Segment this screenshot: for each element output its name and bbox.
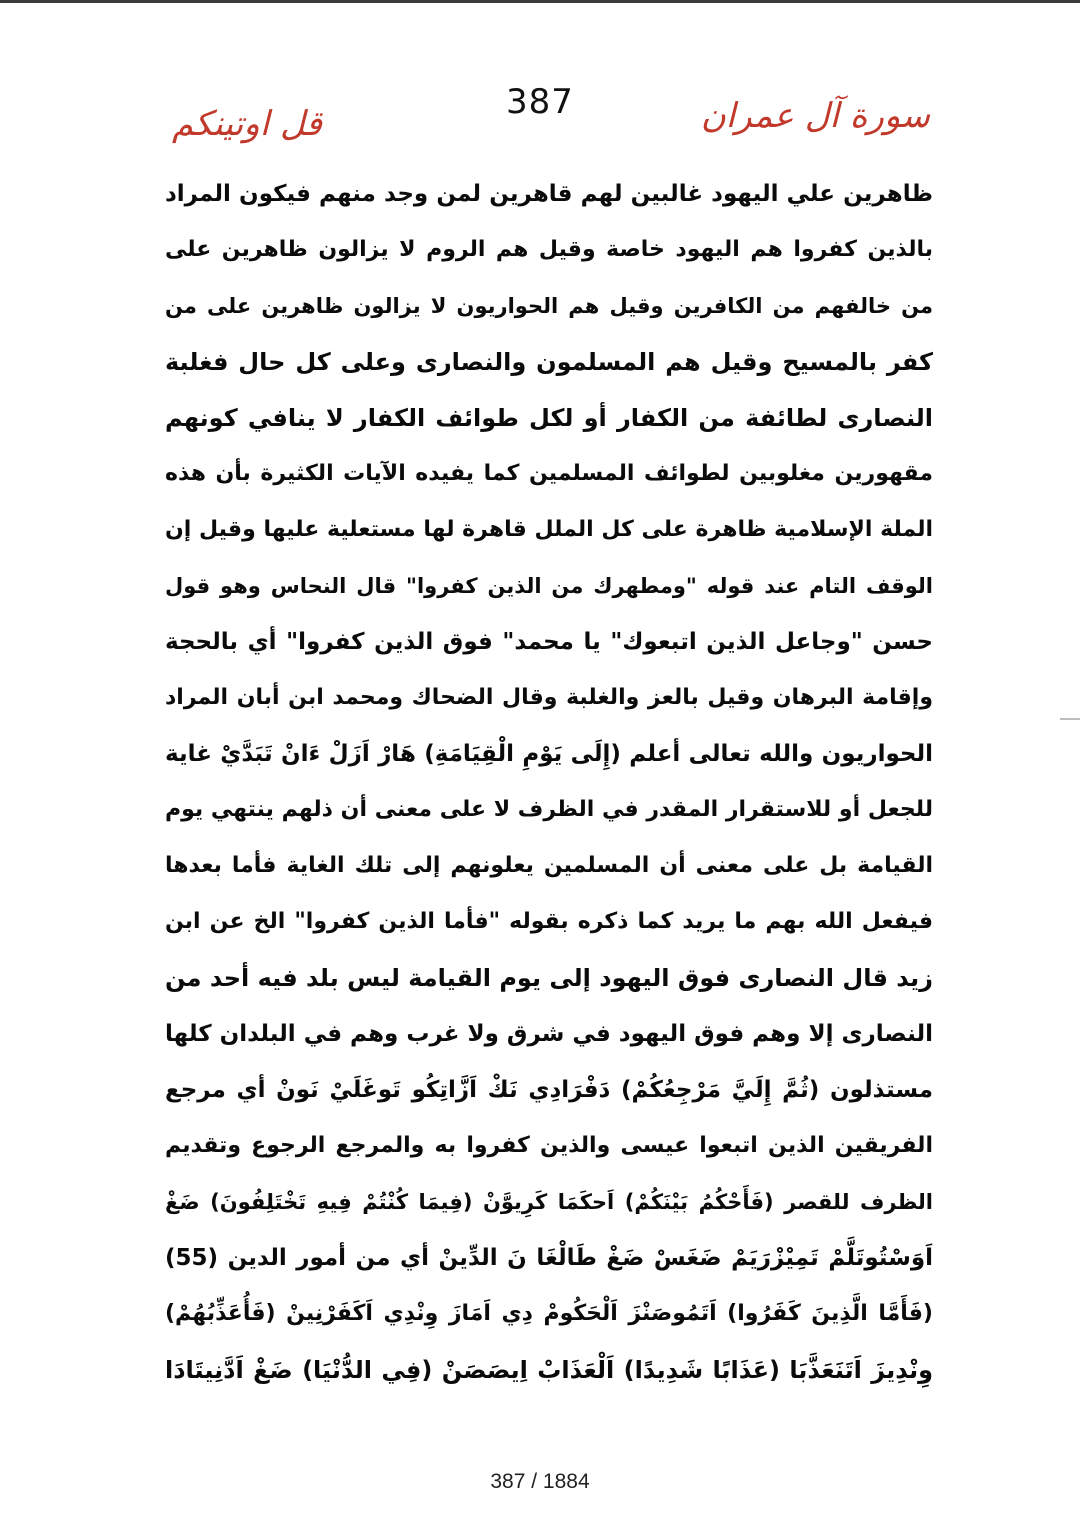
text-line: القيامة بل على معنى أن المسلمين يعلونهم إلى تلك الغاية فأما بعدها xyxy=(165,853,933,878)
text-line: حسن "وجاعل الذين اتبعوك" يا محمد" فوق الذين كفروا" أي بالحجة xyxy=(165,629,933,655)
text-line: (فَأَمَّا الَّذِينَ كَفَرُوا) اَتَمُوصَنْزَ اَلْحَكُومْ دِي اَمَازَ وِنْدِي اَكَفَرْنِينْ (فَأُعَذِّبُهُمْ) xyxy=(165,1301,933,1326)
text-line: فيفعل الله بهم ما يريد كما ذكره بقوله "فأما الذين كفروا" الخ عن ابن xyxy=(165,909,933,934)
text-line: ظاهرين علي اليهود غالبين لهم قاهرين لمن وجد منهم فيكون المراد xyxy=(165,181,933,207)
text-line: الملة الإسلامية ظاهرة على كل الملل قاهرة لها مستعلية عليها وقيل إن xyxy=(165,517,933,542)
text-line: للجعل أو للاستقرار المقدر في الظرف لا على معنى أن ذلهم ينتهي يوم xyxy=(165,797,933,822)
text-line: الظرف للقصر (فَأَحْكُمُ بَيْنَكُمْ) اَحكَمَا كَرِيوَّنْ (فِيمَا كُنْتُمْ فِيهِ تَخْتَلِفُونَ) ضَغْ xyxy=(165,1190,933,1214)
text-line: وإقامة البرهان وقيل بالعز والغلبة وقال الضحاك ومحمد ابن أبان المراد xyxy=(165,685,933,710)
scan-top-edge xyxy=(0,0,1080,3)
text-line: الفريقين الذين اتبعوا عيسى والذين كفروا به والمرجع الرجوع وتقديم xyxy=(165,1133,933,1158)
handwritten-verse-note: قل اوتينكم xyxy=(172,104,323,144)
page-number: 387 xyxy=(506,82,574,122)
text-line: النصارى إلا وهم فوق اليهود في شرق ولا غرب وهم في البلدان كلها xyxy=(165,1021,933,1047)
handwritten-surah-note: سورة آل عمران xyxy=(700,96,930,136)
text-line: كفر بالمسيح وقيل هم المسلمون والنصارى وعلى كل حال فغلبة xyxy=(165,348,933,376)
text-line: الوقف التام عند قوله "ومطهرك من الذين كفروا" قال النحاس وهو قول xyxy=(165,574,933,598)
text-line: زيد قال النصارى فوق اليهود إلى يوم القيامة ليس بلد فيه أحد من xyxy=(165,964,933,992)
text-line: من خالفهم من الكافرين وقيل هم الحواريون لا يزالون ظاهرين على من xyxy=(165,294,933,318)
text-line: مقهورين مغلوبين لطوائف المسلمين كما يفيده الآيات الكثيرة بأن هذه xyxy=(165,461,933,486)
commentary-body xyxy=(165,168,933,1400)
text-line: مستذلون (ثُمَّ إِلَيَّ مَرْجِعُكُمْ) دَفْرَادِي نَكْ اَزَّاتِكُو تَوغَلَيْ نَونْ أي مرجع xyxy=(165,1077,933,1103)
text-line: وِنْدِيزَ اَتَنَعَذَّبَا (عَذَابًا شَدِيدًا) اَلْعَذَابْ اِيصَصَنْ (فِي الدُّنْيَا) ضَغْ اَدَّنِيتَادَا xyxy=(165,1356,933,1384)
text-line: بالذين كفروا هم اليهود خاصة وقيل هم الروم لا يزالون ظاهرين على xyxy=(165,237,933,262)
text-line: الحواريون والله تعالى أعلم (إِلَى يَوْمِ الْقِيَامَةِ) هَارْ اَزَلْ ءَانْ تَبَدَّيْ غاية xyxy=(165,741,933,767)
scan-edge-mark xyxy=(1060,718,1080,720)
page-counter: 387 / 1884 xyxy=(490,1470,590,1493)
text-line: النصارى لطائفة من الكفار أو لكل طوائف الكفار لا ينافي كونهم xyxy=(165,404,933,432)
text-line: اَوَسْتُوتَلَّمْ تَمِيْزْرَيَمْ ضَغَسْ ضَغْ طَالْغَا نَ الدِّينْ أي من أمور الدين (55) xyxy=(165,1245,933,1271)
